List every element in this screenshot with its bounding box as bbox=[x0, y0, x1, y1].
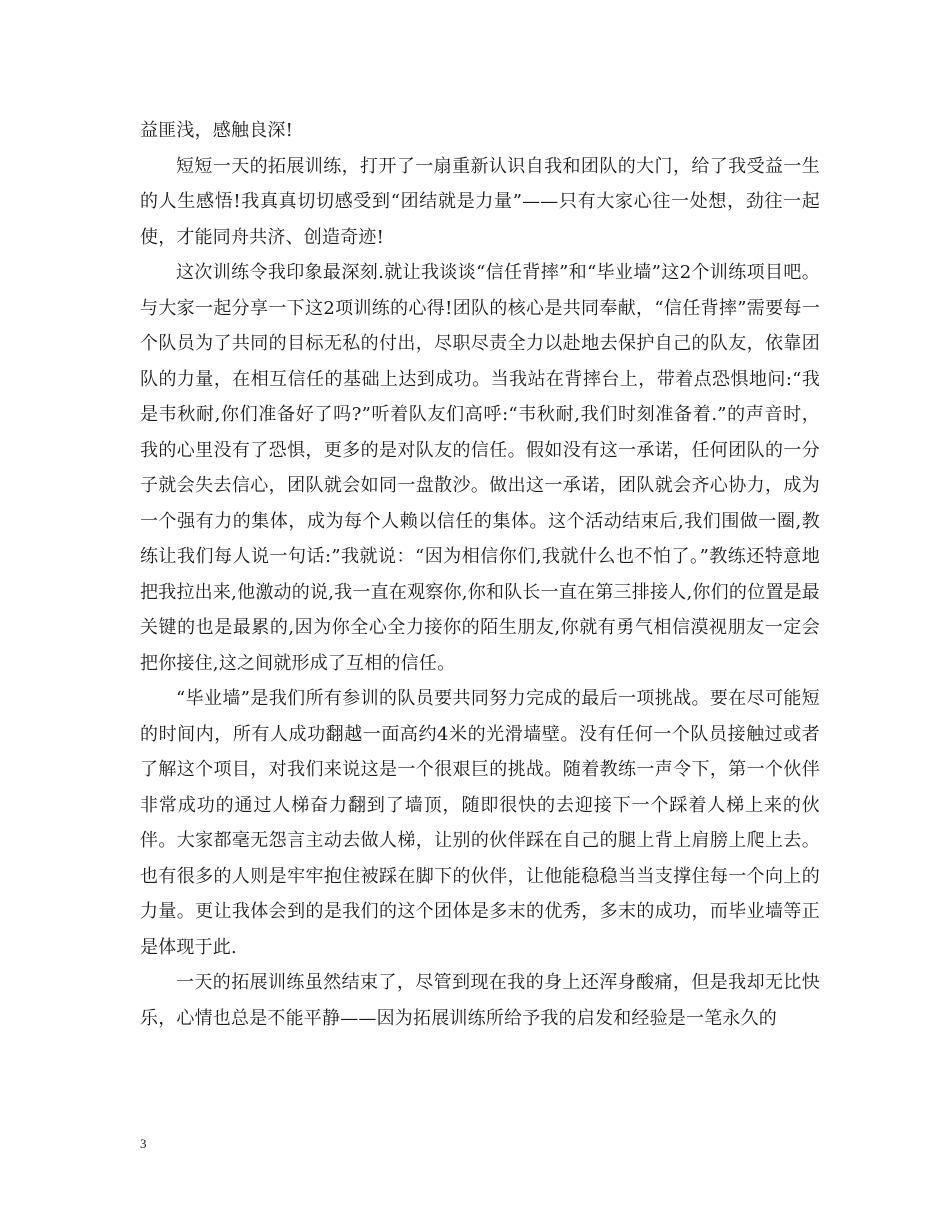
page-number: 3 bbox=[140, 1136, 147, 1151]
paragraph-conclusion: 一天的拓展训练虽然结束了，尽管到现在我的身上还浑身酸痛，但是我却无比快乐，心情也总是不能平静——因为拓展训练所给予我的启发和经验是一笔永久的 bbox=[140, 972, 820, 1029]
document-body bbox=[140, 113, 820, 1036]
paragraph-intro: 短短一天的拓展训练，打开了一扇重新认识自我和团队的大门，给了我受益一生的人生感悟!我真真切切感受到“团结就是力量”——只有大家心往一处想，劲往一起使，才能同舟共济、创造奇迹! bbox=[140, 155, 820, 248]
paragraph-trust-fall: 这次训练令我印象最深刻.就让我谈谈“信任背摔”和“毕业墙”这2个训练项目吧。与大家一起分享一下这2项训练的心得!团队的核心是共同奉献，“信任背摔”需要每一个队员为了共同的目标无私的付出，尽职尽责全力以赴地去保护自己的队友，依靠团队的力量，在相互信任的基础上达到成功。当我站在背摔台上，带着点恐惧地问:“我是韦秋耐,你们准备好了吗?”听着队友们高呼:“韦秋耐,我们时刻准备着.”的声音时，我的心里没有了恐惧，更多的是对队友的信任。假如没有这一承诺，任何团队的一分子就会失去信心，团队就会如同一盘散沙。做出这一承诺，团队就会齐心协力，成为一个强有力的集体，成为每个人赖以信任的集体。这个活动结束后,我们围做一圈,教练让我们每人说一句话:”我就说：“因为相信你们,我就什么也不怕了。”教练还特意地把我拉出来,他激动的说,我一直在观察你,你和队长一直在第三排接人,你们的位置是最关键的也是最累的,因为你全心全力接你的陌生朋友,你就有勇气相信漠视朋友一定会把你接住,这之间就形成了互相的信任。 bbox=[140, 262, 820, 674]
paragraph-graduation-wall: “毕业墙”是我们所有参训的队员要共同努力完成的最后一项挑战。要在尽可能短的时间内，所有人成功翻越一面高约4米的光滑墙壁。没有任何一个队员接触过或者了解这个项目，对我们来说这是一个很艰巨的挑战。随着教练一声令下，第一个伙伴非常成功的通过人梯奋力翻到了墙顶，随即很快的去迎接下一个踩着人梯上来的伙伴。大家都毫无怨言主动去做人梯，让别的伙伴踩在自己的腿上背上肩膀上爬上去。也有很多的人则是牢牢抱住被踩在脚下的伙伴，让他能稳稳当当支撑住每一个向上的力量。更让我体会到的是我们的这个团体是多末的优秀，多末的成功，而毕业墙等正是体现于此. bbox=[140, 688, 820, 958]
paragraph-continuation: 益匪浅，感触良深! bbox=[140, 120, 294, 141]
